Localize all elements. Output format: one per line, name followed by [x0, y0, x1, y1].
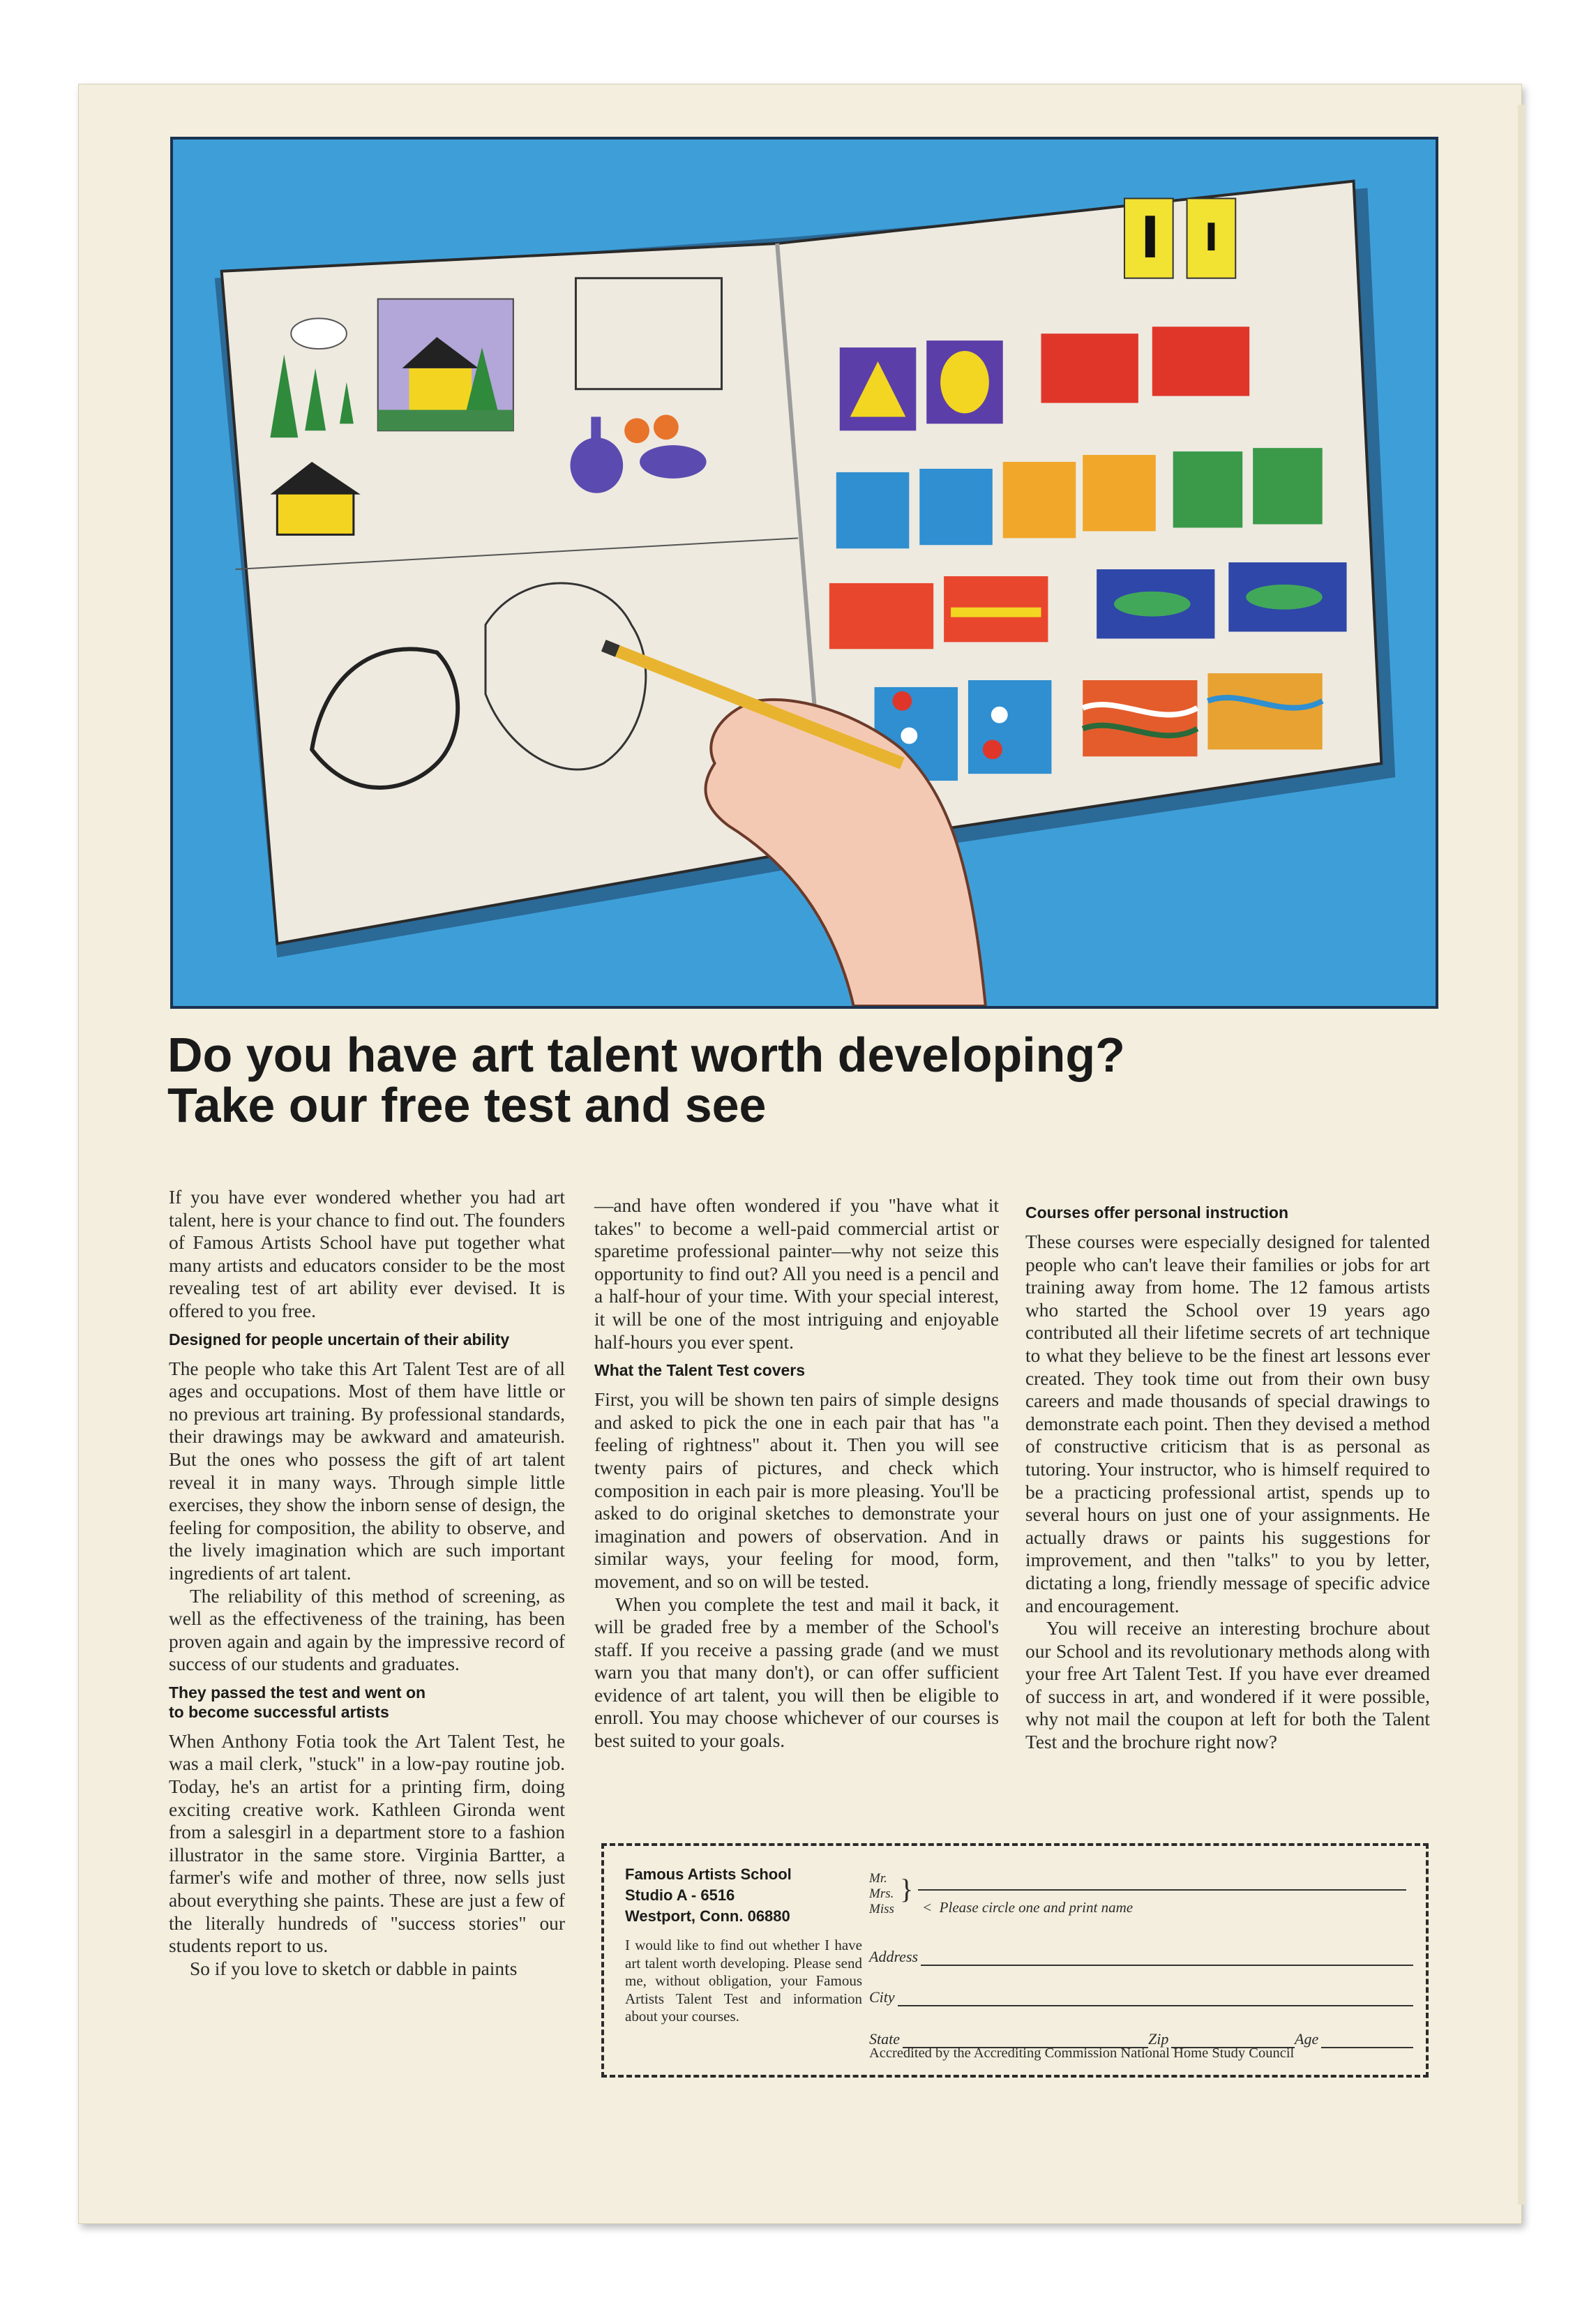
- age-label: Age: [1295, 2030, 1321, 2048]
- school-city: Westport, Conn. 06880: [625, 1907, 790, 1925]
- headline-line-1: Do you have art talent worth developing?: [167, 1028, 1125, 1082]
- text-column-2: [594, 1194, 999, 1752]
- request-text: I would like to find out whether I have art talent worth developing. Please send me, without obligation, your Famous Artists Talent Test and information about your courses.: [625, 1937, 862, 2025]
- subheading: What the Talent Test covers: [594, 1361, 806, 1380]
- title-options[interactable]: [869, 1871, 897, 1917]
- subheading: Designed for people uncertain of their ability: [169, 1330, 510, 1349]
- brace-glyph: }: [900, 1873, 914, 1905]
- address-line[interactable]: [869, 1965, 1413, 1966]
- paragraph: The reliability of this method of screening, as well as the effectiveness of the training, has been proven again and again by the impressive record of success of our students and graduates.: [169, 1585, 565, 1675]
- vase-drawing: [570, 437, 623, 493]
- headline: [167, 1030, 1465, 1130]
- subheading: Courses offer personal instruction: [1025, 1203, 1289, 1222]
- barn-drawing: [277, 493, 354, 535]
- title-mr[interactable]: Mr.: [869, 1871, 887, 1886]
- paragraph: If you have ever wondered whether you had art talent, here is your chance to find out. The founders of Famous Artists School have put together what many artists and educators consider to be the most revealing test of art ability ever devised. It is offered to you free.: [169, 1187, 565, 1321]
- paragraph: —and have often wondered if you "have what it takes" to become a well-paid commercial artist or sparetime professional painter—why not seize this opportunity to find out? All you need is a pencil and a half-hour of your time. With your special interest, it will be one of the most intriguing and enjoyable half-hours you ever spent.: [594, 1195, 999, 1353]
- paragraph: You will receive an interesting brochure about our School and its revolutionary methods along with your free Art Talent Test. If you have ever dreamed of success in art, and wondered if it were possible, why not mail the coupon at left for both the Talent Test and the brochure right now?: [1025, 1618, 1430, 1753]
- studio-code: Studio A - 6516: [625, 1886, 735, 1904]
- title-miss[interactable]: Miss: [869, 1902, 894, 1916]
- name-field[interactable]: [918, 1889, 1406, 1891]
- paragraph: When Anthony Fotia took the Art Talent Test, he was a mail clerk, "stuck" in a low-pay routine job. Today, he's an artist for a printing firm, doing exciting creative work. Kathleen Gironda went from a salesgirl in a department store to a fashion illustrator in the same store. Virginia Bartter, a farmer's wife and mother of three, now sells just about everything she paints. These are just a few of the literally hundreds of "success stories" our students report to us.: [169, 1730, 565, 1957]
- subheading-line-2: to become successful artists: [169, 1702, 389, 1721]
- title-mrs[interactable]: Mrs.: [869, 1886, 894, 1901]
- text-column-1: [169, 1186, 565, 1980]
- subheading: [169, 1683, 565, 1722]
- page-edge: [1518, 105, 1525, 2205]
- city-line[interactable]: [869, 2005, 1413, 2006]
- state-label: State: [869, 2030, 903, 2048]
- paragraph: First, you will be shown ten pairs of simple designs and asked to pick the one in each pair that has "a feeling of rightness" about it. Then you will see twenty pairs of pictures, and check which composition in each pair is more pleasing. You'll be asked to do original sketches to demonstrate your imagination and powers of observation. And in similar ways, your feeling for mood, form, movement, and so on will be tested.: [594, 1389, 999, 1592]
- zip-label: Zip: [1148, 2030, 1171, 2048]
- paragraph: The people who take this Art Talent Test are of all ages and occupations. Most of them have little or no previous art training. By professional standards, their drawings may be awkward and amateurish. But the ones who possess the gift of art talent reveal it in many ways. Through simple little exercises, they show the inborn sense of design, the feeling for composition, the ability to observe, and the lively imagination which are such important ingredients of art talent.: [169, 1358, 565, 1584]
- school-address: [625, 1864, 862, 1927]
- talent-test-book-drawing: [173, 140, 1436, 1006]
- paragraph: When you complete the test and mail it back, it will be graded free by a member of the School's staff. If you receive a passing grade (and we must warn you that many don't), or can offer sufficient evidence of art talent, you will then be eligible to enroll. You may choose whichever of our courses is best suited to your goals.: [594, 1593, 999, 1752]
- address-field[interactable]: [869, 1948, 1413, 1969]
- text-column-3: [1025, 1196, 1430, 1754]
- circle-hint-text: Please circle one and print name: [939, 1899, 1134, 1916]
- accreditation-note: Accredited by the Accrediting Commission National Home Study Council: [869, 2045, 1295, 2061]
- city-field[interactable]: [869, 1988, 1413, 2009]
- headline-line-2: Take our free test and see: [167, 1078, 767, 1132]
- paragraph: So if you love to sketch or dabble in paints: [190, 1958, 518, 1979]
- address-label: Address: [869, 1948, 921, 1966]
- circle-hint: < Please circle one and print name: [922, 1899, 1134, 1916]
- paragraph: These courses were especially designed for talented people who can't leave their families or jobs for art training away from home. The 12 famous artists who started the School over 19 years ago contributed all their lifetime secrets of art technique to what they believe to be the finest art lessons ever created. They took time out from their own busy careers and made thousands of special drawings to demonstrate each point. Then they devised a method of constructive criticism that is as personal as tutoring. Your instructor, who is himself required to be a practicing professional artist, spends up to several hours on just one of your assignments. He actually draws or paints his suggestions for improvement, and then "talks" to you by letter, dictating a long, friendly message of specific advice and encouragement.: [1025, 1231, 1430, 1616]
- advertisement-illustration: [170, 137, 1438, 1009]
- mail-in-coupon[interactable]: [601, 1843, 1429, 2078]
- subheading-line-1: They passed the test and went on: [169, 1683, 426, 1702]
- school-name: Famous Artists School: [625, 1865, 792, 1883]
- city-label: City: [869, 1988, 898, 2006]
